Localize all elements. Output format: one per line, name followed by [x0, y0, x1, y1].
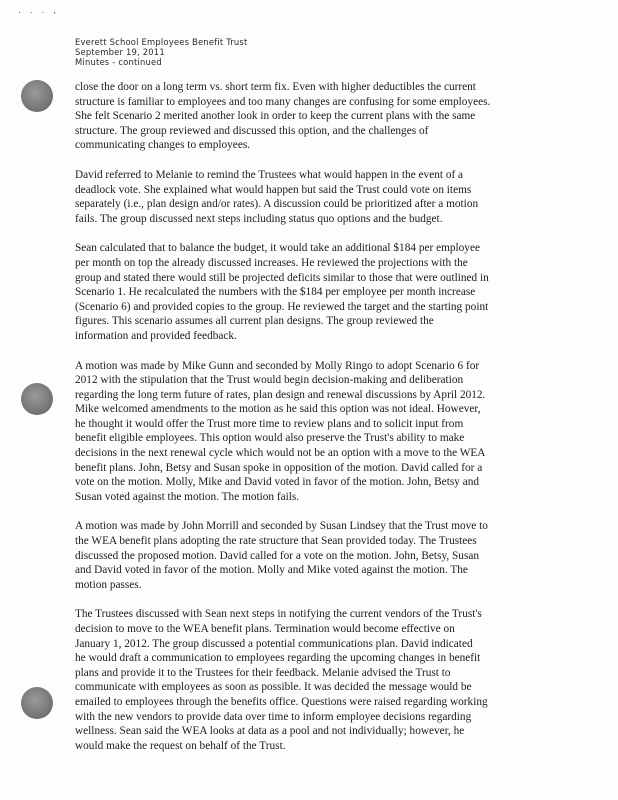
text-line: vote on the motion. Molly, Mike and David voted in favor of the motion. John, Betsy and: [75, 476, 480, 489]
punch-hole-bottom: [21, 687, 53, 719]
text-line: (Scenario 6) and provided copies to the group. He reviewed the target and the starting point: [75, 300, 489, 313]
paragraph: [75, 241, 547, 343]
text-line: She felt Scenario 2 merited another look in order to keep the current plans with the same: [75, 110, 476, 123]
text-line: motion passes.: [75, 578, 142, 591]
text-line: information and provided feedback.: [75, 329, 237, 342]
text-line: 2012 with the stipulation that the Trust would begin decision-making and deliberation: [75, 374, 464, 387]
paragraph: [75, 80, 547, 153]
text-line: discussed the proposed motion. David called for a vote on the motion. John, Betsy, Susan: [75, 549, 480, 562]
text-line: January 1, 2012. The group discussed a potential communications plan. David indicated: [75, 637, 473, 650]
text-line: Scenario 1. He recalculated the numbers with the $184 per employee per month increase: [75, 286, 476, 299]
text-line: close the door on a long term vs. short term fix. Even with higher deductibles the current: [75, 81, 476, 93]
punch-hole-middle: [21, 383, 53, 415]
text-line: structure. The group reviewed and discussed this option, and the challenges of: [75, 124, 429, 137]
text-line: and David voted in favor of the motion. Molly and Mike voted against the motion. The: [75, 564, 468, 577]
text-line: A motion was made by John Morrill and seconded by Susan Lindsey that the Trust move to: [75, 520, 488, 533]
header-subtitle: Minutes - continued: [75, 57, 162, 67]
text-line: Susan voted against the motion. The motion fails.: [75, 490, 300, 503]
header-title: Everett School Employees Benefit Trust: [75, 37, 248, 47]
text-line: fails. The group discussed next steps including status quo options and the budget.: [75, 212, 443, 225]
text-line: the WEA benefit plans adopting the rate structure that Sean provided today. The Trustees: [75, 535, 477, 548]
text-line: Sean calculated that to balance the budget, it would take an additional $184 per employee: [75, 242, 480, 255]
text-line: plans and provide it to the Trustees for their feedback. Melanie advised the Trust to: [75, 666, 451, 679]
text-line: emailed to employees through the benefits office. Questions were raised regarding working: [75, 695, 488, 708]
paragraph: [75, 607, 547, 753]
text-line: benefit plans. John, Betsy and Susan spoke in opposition of the motion. David called for a: [75, 461, 483, 474]
punch-hole-top: [21, 80, 53, 112]
text-line: he would draft a communication to employees regarding the upcoming changes in benefit: [75, 652, 481, 665]
text-line: The Trustees discussed with Sean next steps in notifying the current vendors of the Trust's: [75, 608, 482, 621]
text-line: deadlock vote. She explained what would happen but said the Trust could vote on items: [75, 183, 472, 196]
paragraph: [75, 359, 547, 505]
header-date: September 19, 2011: [75, 47, 165, 57]
paragraph: [75, 168, 547, 226]
text-line: he thought it would offer the Trust more time to review plans and to solicit input from: [75, 417, 464, 430]
minutes-body: [75, 80, 547, 768]
text-line: David referred to Melanie to remind the Trustees what would happen in the event of a: [75, 168, 464, 181]
text-line: regarding the long term future of rates, plan design and renewal discussions by April 2012.: [75, 388, 486, 401]
text-line: decisions in the next renewal cycle which would not be an option with a move to the WEA: [75, 447, 486, 460]
scan-mark: . . . ,: [18, 6, 60, 16]
paragraph: [75, 519, 547, 592]
text-line: communicating changes to employees.: [75, 139, 251, 152]
text-line: communicate with employees as soon as possible. It was decided the message would be: [75, 681, 472, 694]
text-line: A motion was made by Mike Gunn and seconded by Molly Ringo to adopt Scenario 6 for: [75, 359, 480, 372]
text-line: group and stated there would still be projected deficits similar to those that were outlined in: [75, 271, 489, 284]
text-line: structure is familiar to employees and too many changes are confusing for some employees.: [75, 95, 491, 108]
text-line: per month on top the already discussed increases. He reviewed the projections with the: [75, 256, 468, 269]
text-line: with the new vendors to provide data over time to inform employee decisions regarding: [75, 710, 472, 723]
text-line: decision to move to the WEA benefit plans. Termination would become effective on: [75, 623, 455, 635]
text-line: figures. This scenario assumes all current plan designs. The group reviewed the: [75, 315, 434, 328]
text-line: wellness. Sean said the WEA looks at data as a pool and not individually; however, he: [75, 725, 465, 738]
document-header: [75, 37, 247, 67]
text-line: separately (i.e., plan design and/or rates). A discussion could be prioritized after a motion: [75, 198, 479, 211]
text-line: Mike welcomed amendments to the motion as he said this option was not ideal. However,: [75, 403, 481, 416]
text-line: would make the request on behalf of the Trust.: [75, 739, 286, 752]
text-line: benefit eligible employees. This option would also preserve the Trust's ability to make: [75, 432, 465, 445]
